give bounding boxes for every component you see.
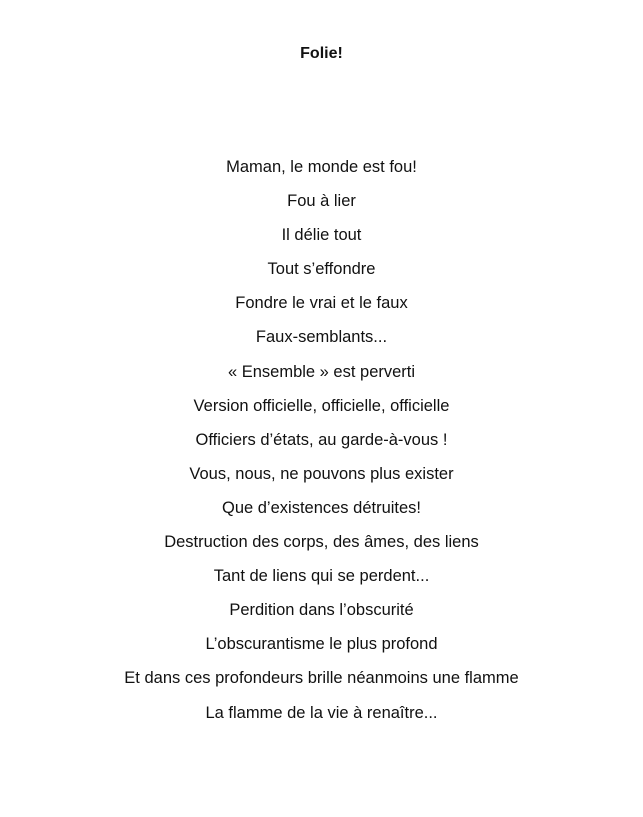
poem-line: Perdition dans l’obscurité xyxy=(229,601,414,620)
poem-line: Destruction des corps, des âmes, des liens xyxy=(164,533,479,552)
poem-line: Il délie tout xyxy=(281,226,362,245)
poem-line: La flamme de la vie à renaître... xyxy=(205,703,438,722)
poem-line: Officiers d’états, au garde-à-vous ! xyxy=(195,430,448,449)
poem-line: Vous, nous, ne pouvons plus exister xyxy=(189,464,454,483)
poem-body xyxy=(0,155,643,735)
poem-title: Folie! xyxy=(300,45,343,62)
poem-line: Faux-semblants... xyxy=(255,328,388,347)
poem-line: Fondre le vrai et le faux xyxy=(235,294,408,313)
poem-line: Et dans ces profondeurs brille néanmoins une flamme xyxy=(124,669,519,688)
poem-line: Que d’existences détruites! xyxy=(221,498,422,517)
poem-line: Tout s’effondre xyxy=(267,260,376,279)
poem-line: Tant de liens qui se perdent... xyxy=(213,567,430,586)
poem-line: Maman, le monde est fou! xyxy=(226,158,417,176)
poem-line: « Ensemble » est perverti xyxy=(227,362,416,381)
poem-line: L’obscurantisme le plus profond xyxy=(205,635,438,654)
poem-line: Fou à lier xyxy=(287,192,356,211)
poem-line: Version officielle, officielle, officielle xyxy=(193,396,450,415)
